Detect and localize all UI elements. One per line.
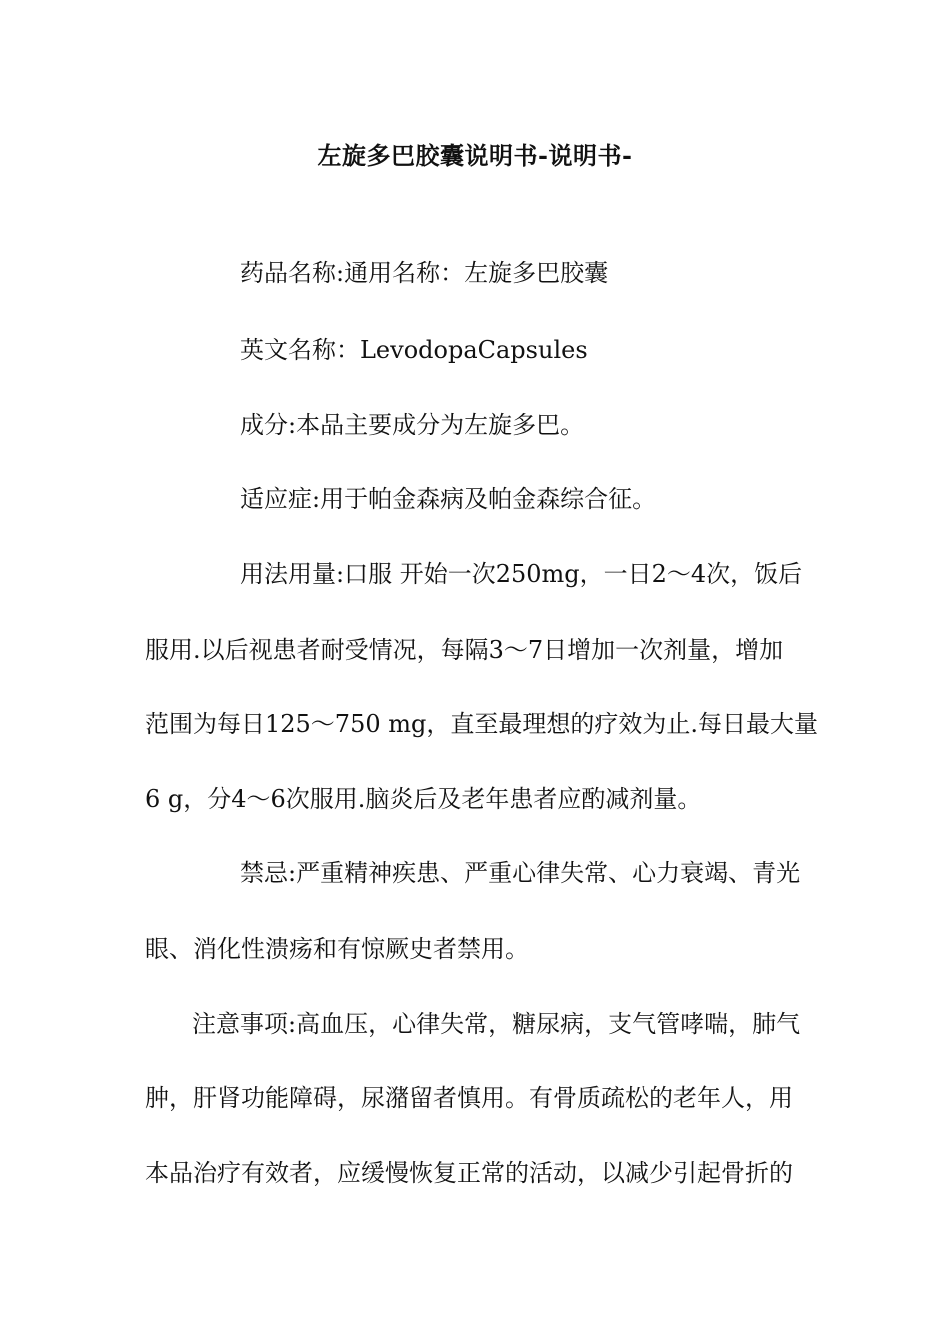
precautions-line-2: 肿，肝肾功能障碍，尿潴留者慎用。有骨质疏松的老年人，用: [145, 1084, 793, 1112]
ingredients-line: 成分:本品主要成分为左旋多巴。: [240, 411, 585, 439]
precautions-line-1: 注意事项:高血压，心律失常，糖尿病，支气管哮喘，肺气: [192, 1010, 801, 1038]
drug-name-line: 药品名称:通用名称：左旋多巴胶囊: [240, 259, 609, 287]
contraindications-line-1: 禁忌:严重精神疾患、严重心律失常、心力衰竭、青光: [240, 859, 801, 887]
dosage-line-2: 服用.以后视患者耐受情况，每隔3～7日增加一次剂量，增加: [145, 636, 784, 664]
precautions-line-3: 本品治疗有效者，应缓慢恢复正常的活动，以减少引起骨折的: [145, 1159, 793, 1187]
indications-line: 适应症:用于帕金森病及帕金森综合征。: [240, 485, 657, 513]
english-name-line: 英文名称：LevodopaCapsules: [240, 336, 588, 364]
dosage-line-3: 范围为每日125～750 mg，直至最理想的疗效为止.每日最大量: [145, 710, 818, 738]
contraindications-line-2: 眼、消化性溃疡和有惊厥史者禁用。: [145, 935, 529, 963]
dosage-line-1: 用法用量:口服 开始一次250mg，一日2～4次，饭后: [240, 560, 803, 588]
document-title: 左旋多巴胶囊说明书-说明书-: [317, 141, 633, 170]
dosage-line-4: 6 g，分4～6次服用.脑炎后及老年患者应酌减剂量。: [145, 785, 702, 813]
